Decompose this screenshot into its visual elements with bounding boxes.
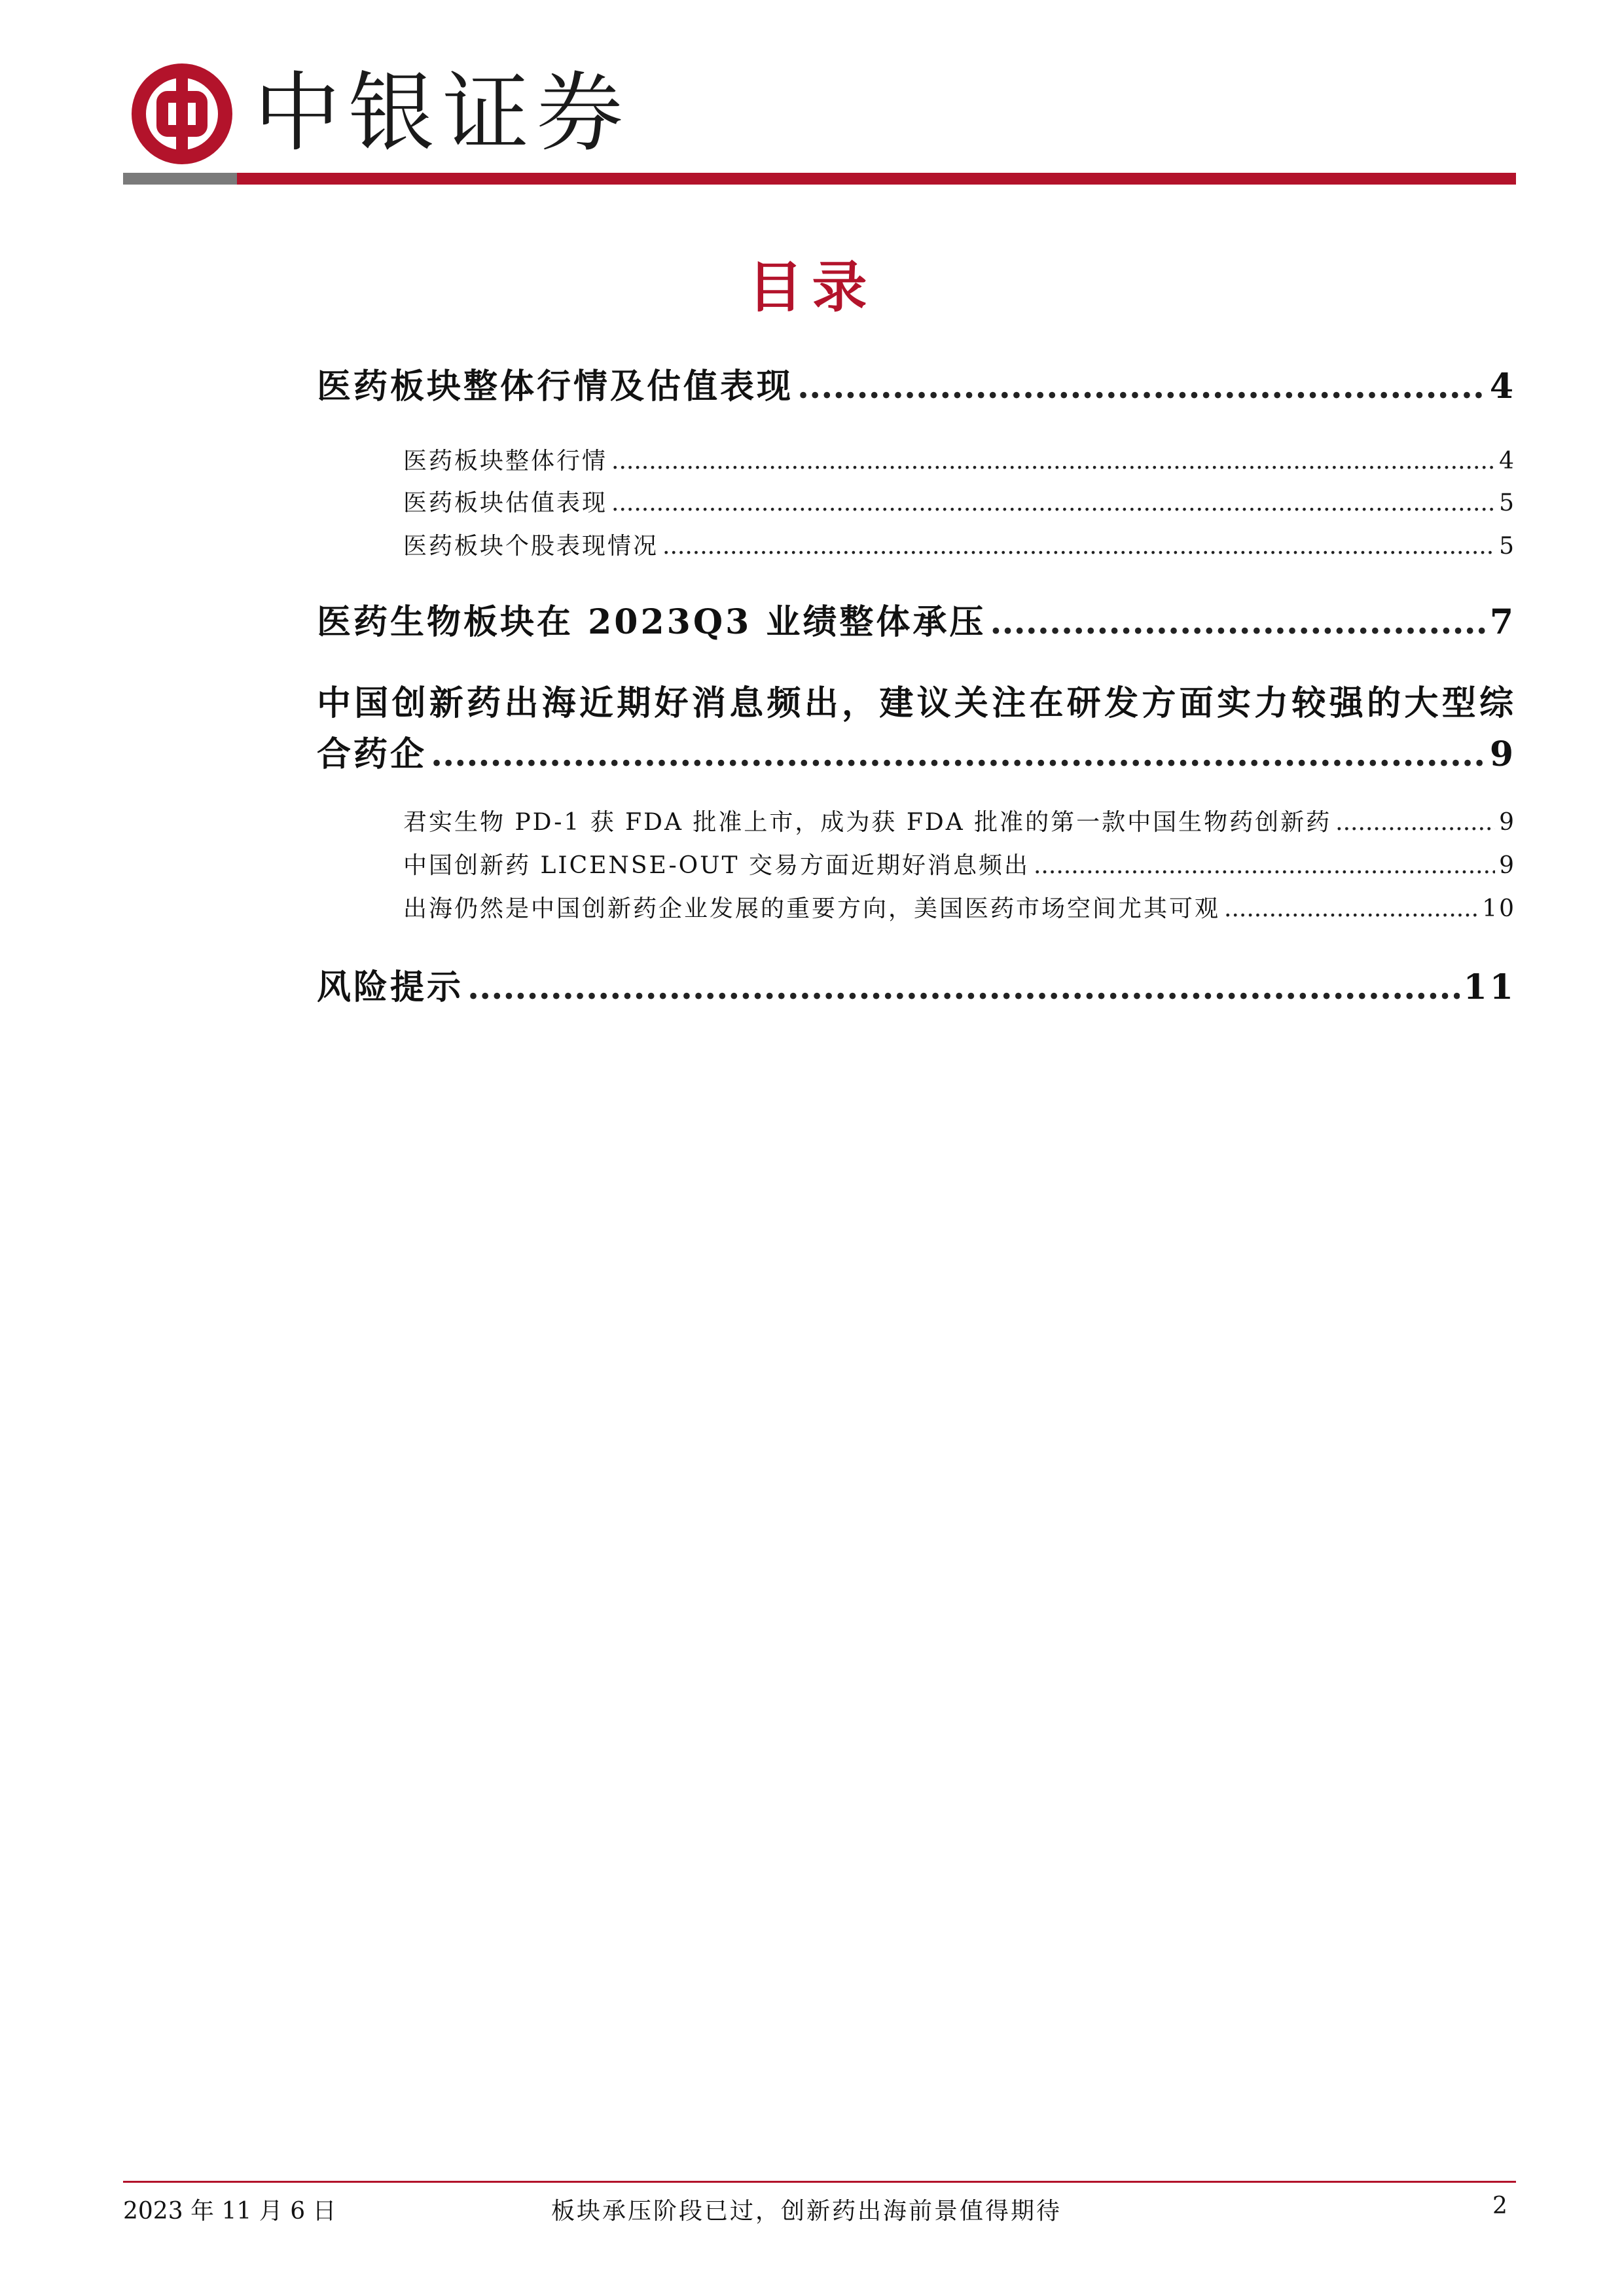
toc-entry-text: 中国创新药 LICENSE-OUT 交易方面近期好消息频出: [403, 852, 1030, 879]
toc-entry[interactable]: [317, 359, 1516, 408]
toc-entry-text-line2: 合药企: [317, 734, 427, 774]
toc-entry-page: 10: [1482, 895, 1516, 922]
toc-title: 目录: [748, 255, 876, 319]
toc-entry[interactable]: [317, 960, 1516, 1009]
footer-rule: [123, 2181, 1516, 2183]
brand-name: 中银证券: [254, 63, 631, 164]
toc-entry[interactable]: [317, 726, 1516, 776]
footer-report-title: 板块承压阶段已过，创新药出海前景值得期待: [551, 2198, 1062, 2225]
toc-entry-page: 9: [1499, 852, 1516, 879]
toc-entry[interactable]: [317, 594, 1516, 643]
toc-leader-dots: [1335, 809, 1495, 836]
toc-leader-dots: [1034, 852, 1495, 879]
header-rule-gray: [123, 173, 237, 185]
toc-entry-text: 医药板块个股表现情况: [403, 533, 659, 560]
toc-leader-dots: [611, 490, 1495, 516]
toc-entry-text: 医药板块估值表现: [403, 490, 608, 516]
footer-date: 2023 年 11 月 6 日: [123, 2198, 336, 2225]
header-rule-red: [237, 173, 1516, 185]
footer-page-number: 2: [1492, 2193, 1507, 2219]
toc-entry-text: 风险提示: [317, 967, 464, 1007]
toc-leader-dots: [431, 734, 1486, 774]
bank-of-china-logo: [131, 63, 233, 165]
toc-leader-dots: [662, 533, 1495, 560]
toc-entry-page: 11: [1463, 967, 1516, 1007]
toc-entry[interactable]: [403, 890, 1516, 924]
toc-entry-page: 5: [1499, 533, 1516, 560]
toc-entry-page: 4: [1499, 448, 1516, 475]
toc-entry[interactable]: [403, 484, 1516, 518]
toc-entry[interactable]: [403, 804, 1516, 837]
toc-entry-page: 5: [1499, 490, 1516, 516]
toc-entry[interactable]: [403, 847, 1516, 880]
toc-entry-page: 9: [1489, 734, 1516, 774]
toc-entry-text: 君实生物 PD-1 获 FDA 批准上市，成为获 FDA 批准的第一款中国生物药创新药: [403, 809, 1332, 836]
toc-leader-dots: [797, 367, 1486, 406]
toc-entry-text-line1[interactable]: 中国创新药出海近期好消息频出，建议关注在研发方面实力较强的大型综: [317, 683, 1516, 723]
toc-entry-text: 医药板块整体行情及估值表现: [317, 367, 794, 406]
toc-entry-text: 医药板块整体行情: [403, 448, 608, 475]
toc-leader-dots: [990, 602, 1485, 642]
toc-entry-page: 7: [1489, 602, 1516, 642]
toc-entry-text: 医药生物板块在 2023Q3 业绩整体承压: [317, 602, 986, 642]
toc-entry[interactable]: [403, 442, 1516, 476]
toc-entry-page: 4: [1489, 367, 1516, 406]
toc-leader-dots: [611, 448, 1495, 475]
toc-entry[interactable]: [403, 528, 1516, 561]
toc-entry-page: 9: [1499, 809, 1516, 836]
toc-entry-text: 出海仍然是中国创新药企业发展的重要方向，美国医药市场空间尤其可观: [403, 895, 1221, 922]
toc-leader-dots: [467, 967, 1460, 1007]
toc-leader-dots: [1224, 895, 1478, 922]
